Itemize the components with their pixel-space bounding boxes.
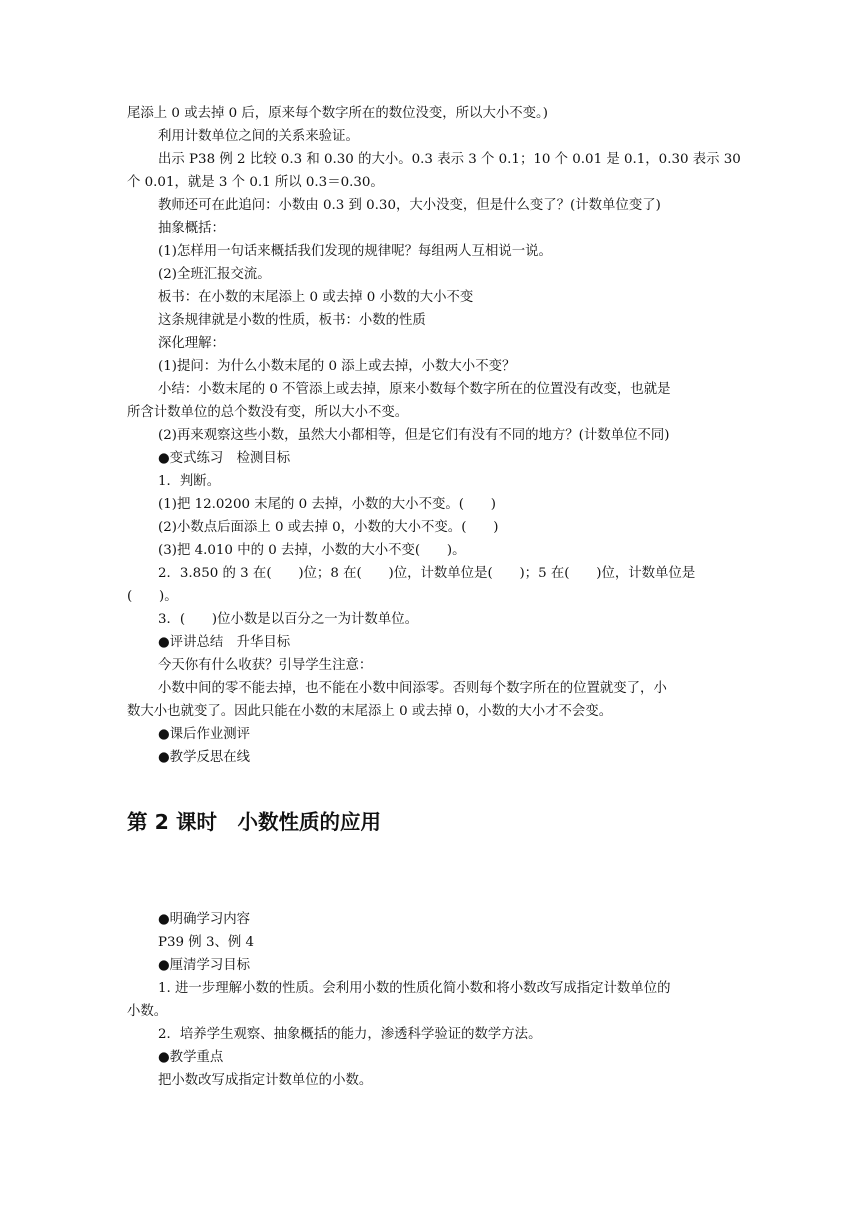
section-bullet: ●变式练习 检测目标 (158, 451, 291, 466)
section-bullet: ●教学重点 (158, 1050, 224, 1065)
text-line: 教师还可在此追问：小数由 0.3 到 0.30，大小没变，但是什么变了？(计数单位变了) (158, 198, 661, 213)
text-line: 这条规律就是小数的性质，板书：小数的性质 (158, 313, 426, 328)
text-line: 利用计数单位之间的关系来验证。 (158, 129, 359, 144)
text-line: 1．判断。 (158, 474, 221, 489)
text-line: ( )。 (127, 589, 178, 604)
text-line: 今天你有什么收获？引导学生注意： (158, 658, 373, 673)
section-bullet: ●课后作业测评 (158, 727, 251, 742)
text-line: 深化理解： (158, 336, 225, 351)
text-line: 2．3.850 的 3 在( )位；8 在( )位，计数单位是( )；5 在( )位，计数单位是 (158, 566, 696, 581)
text-line: 数大小也就变了。因此只能在小数的末尾添上 0 或去掉 0，小数的大小才不会变。 (127, 704, 613, 719)
text-line: (2)小数点后面添上 0 或去掉 0，小数的大小不变。( ) (158, 520, 499, 535)
text-line: 抽象概括： (158, 221, 225, 236)
text-line: P39 例 3、例 4 (158, 935, 255, 950)
text-line: 小数中间的零不能去掉，也不能在小数中间添零。否则每个数字所在的位置就变了，小 (158, 681, 667, 696)
text-line: 小数。 (127, 1004, 168, 1019)
section-bullet: ●教学反思在线 (158, 750, 251, 765)
text-line: 2．培养学生观察、抽象概括的能力，渗透科学验证的数学方法。 (158, 1027, 542, 1042)
text-line: 1. 进一步理解小数的性质。会利用小数的性质化简小数和将小数改写成指定计数单位的 (158, 981, 671, 996)
lesson-heading: 第 2 课时 小数性质的应用 (127, 810, 382, 834)
text-line: (1)提问：为什么小数末尾的 0 添上或去掉，小数大小不变？ (158, 359, 516, 374)
text-line: (2)全班汇报交流。 (158, 267, 271, 282)
text-line: 个 0.01，就是 3 个 0.1 所以 0.3＝0.30。 (127, 175, 384, 190)
text-line: 尾添上 0 或去掉 0 后，原来每个数字所在的数位没变，所以大小不变。) (127, 106, 548, 121)
text-line: (2)再来观察这些小数，虽然大小都相等，但是它们有没有不同的地方？(计数单位不同) (158, 428, 670, 443)
text-line: 3．( )位小数是以百分之一为计数单位。 (158, 612, 418, 627)
text-line: (1)把 12.0200 末尾的 0 去掉，小数的大小不变。( ) (158, 497, 496, 512)
text-line: 板书：在小数的末尾添上 0 或去掉 0 小数的大小不变 (158, 290, 474, 305)
text-line: (3)把 4.010 中的 0 去掉，小数的大小不变( )。 (158, 543, 466, 558)
text-line: 出示 P38 例 2 比较 0.3 和 0.30 的大小。0.3 表示 3 个 0.1；10 个 0.01 是 0.1，0.30 表示 30 (158, 152, 741, 167)
section-bullet: ●厘清学习目标 (158, 958, 251, 973)
section-bullet: ●明确学习内容 (158, 912, 251, 927)
text-line: 所含计数单位的总个数没有变，所以大小不变。 (127, 405, 409, 420)
section-bullet: ●评讲总结 升华目标 (158, 635, 291, 650)
text-line: 把小数改写成指定计数单位的小数。 (158, 1073, 373, 1088)
text-line: (1)怎样用一句话来概括我们发现的规律呢？每组两人互相说一说。 (158, 244, 552, 259)
text-line: 小结：小数末尾的 0 不管添上或去掉，原来小数每个数字所在的位置没有改变，也就是 (158, 382, 671, 397)
